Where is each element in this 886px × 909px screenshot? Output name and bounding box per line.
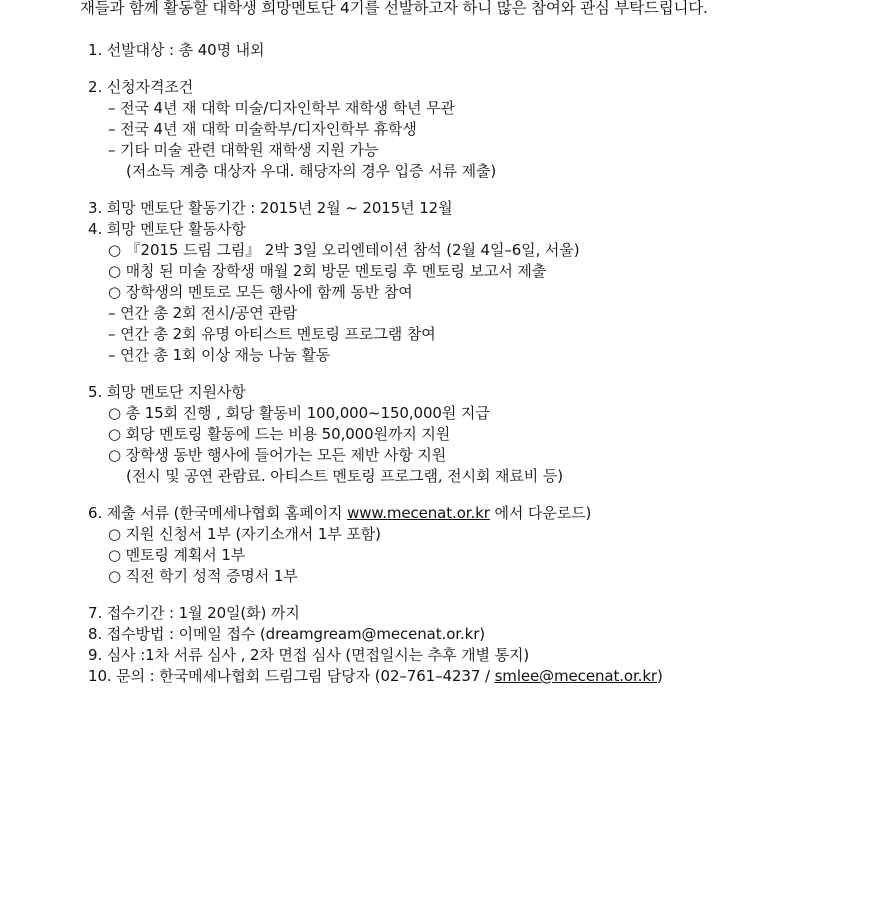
section-heading: [88, 666, 878, 687]
text-before-link: 10. 문의 : 한국메세나협회 드림그림 담당자 (02–761–4237 /: [88, 667, 495, 685]
list-item: – 전국 4년 재 대학 미술/디자인학부 재학생 학년 무관: [108, 99, 455, 117]
list-item: (저소득 계층 대상자 우대. 해당자의 경우 입증 서류 제출): [126, 162, 497, 180]
list-item: – 연간 총 2회 유명 아티스트 멘토링 프로그램 참여: [108, 325, 436, 343]
list-item: ○ 회당 멘토링 활동에 드는 비용 50,000원까지 지원: [108, 425, 451, 443]
paragraph-spacer: [88, 487, 878, 503]
list-item: (전시 및 공연 관람료. 아티스트 멘토링 프로그램, 전시회 재료비 등): [126, 467, 563, 485]
list-item: – 전국 4년 재 대학 미술학부/디자인학부 휴학생: [108, 120, 417, 138]
list-item: – 연간 총 1회 이상 재능 나눔 활동: [108, 346, 331, 364]
list-item: ○ 멘토링 계획서 1부: [108, 546, 246, 564]
list-item: – 기타 미술 관련 대학원 재학생 지원 가능: [108, 141, 379, 159]
list-item: ○ 장학생의 멘토로 모든 행사에 함께 동반 참여: [108, 283, 413, 301]
list-item: ○ 총 15회 진행 , 회당 활동비 100,000~150,000원 지급: [108, 404, 490, 422]
section-heading: 3. 희망 멘토단 활동기간 : 2015년 2월 ~ 2015년 12월: [88, 199, 453, 217]
list-item: – 연간 총 2회 전시/공연 관람: [108, 304, 298, 322]
paragraph-spacer: [88, 366, 878, 382]
text-after-link: ): [657, 667, 663, 685]
section-heading: 2. 신청자격조건: [88, 78, 194, 96]
list-item: ○ 지원 신청서 1부 (자기소개서 1부 포함): [108, 525, 381, 543]
section-heading: 1. 선발대상 : 총 40명 내외: [88, 41, 265, 59]
section-heading: 9. 심사 :1차 서류 심사 , 2차 면접 심사 (면접일시는 추후 개별 통지): [88, 646, 530, 664]
inline-link[interactable]: www.mecenat.or.kr: [347, 504, 490, 522]
list-item: ○ 장학생 동반 행사에 들어가는 모든 제반 사항 지원: [108, 446, 447, 464]
paragraph-spacer: [88, 61, 878, 77]
section-heading: [88, 503, 878, 524]
document-body: [88, 40, 878, 687]
text-after-link: 에서 다운로드): [489, 504, 592, 522]
list-item: ○ 『2015 드림 그림』 2박 3일 오리엔테이션 참석 (2월 4일–6일, 서울): [108, 241, 580, 259]
paragraph-spacer: [88, 587, 878, 603]
section-heading: 8. 접수방법 : 이메일 접수 (dreamgream@mecenat.or.kr): [88, 625, 486, 643]
list-item: ○ 매칭 된 미술 장학생 매월 2회 방문 멘토링 후 멘토링 보고서 제출: [108, 262, 547, 280]
list-item: ○ 직전 학기 성적 증명서 1부: [108, 567, 298, 585]
text-before-link: 6. 제출 서류 (한국메세나협회 홈페이지: [88, 504, 348, 522]
section-heading: 7. 접수기간 : 1월 20일(화) 까지: [88, 604, 300, 622]
intro-paragraph: 재들과 함께 활동할 대학생 희망멘토단 4기를 선발하고자 하니 많은 참여와 관심 부탁드립니다.: [80, 0, 708, 17]
inline-link[interactable]: smlee@mecenat.or.kr: [494, 667, 657, 685]
section-heading: 5. 희망 멘토단 지원사항: [88, 383, 246, 401]
section-heading: 4. 희망 멘토단 활동사항: [88, 220, 246, 238]
paragraph-spacer: [88, 182, 878, 198]
